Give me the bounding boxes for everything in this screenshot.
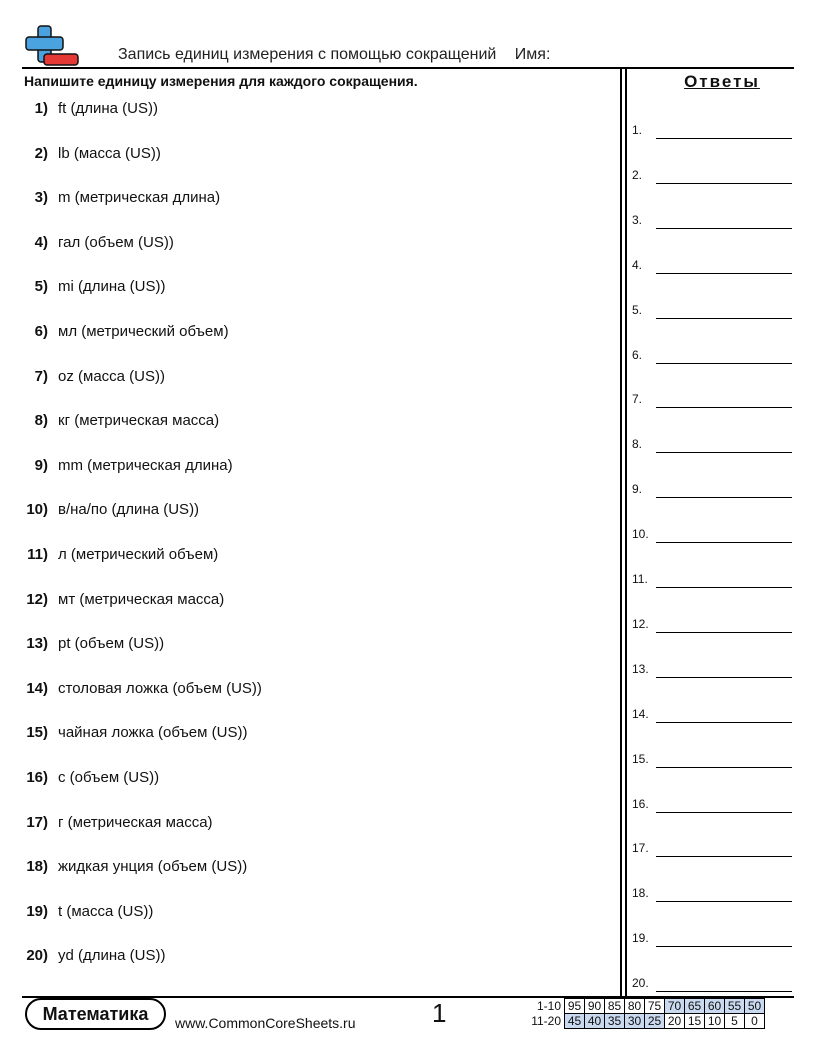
column-divider-left [620, 67, 622, 997]
answer-underline[interactable] [656, 587, 792, 588]
score-cell: 90 [585, 999, 605, 1014]
answer-underline[interactable] [656, 856, 792, 857]
score-row [527, 1014, 765, 1029]
score-row-label: 1-10 [536, 999, 561, 1013]
answer-underline[interactable] [656, 722, 792, 723]
answer-underline[interactable] [656, 273, 792, 274]
score-cell: 55 [725, 999, 745, 1014]
answer-underline[interactable] [656, 318, 792, 319]
problem-item [0, 278, 166, 300]
answer-number: 15. [632, 751, 649, 766]
problem-number: 3) [34, 189, 48, 207]
problem-item [0, 769, 159, 791]
problem-item [0, 189, 220, 211]
answer-blank[interactable] [632, 478, 792, 498]
problem-text: в/на/по (длина (US)) [58, 501, 200, 519]
answer-number: 17. [632, 841, 649, 856]
problem-item [0, 591, 224, 613]
answer-blank[interactable] [632, 882, 792, 902]
answer-blank[interactable] [632, 164, 792, 184]
answer-underline[interactable] [656, 407, 792, 408]
problem-number: 9) [34, 456, 48, 474]
answer-blank[interactable] [632, 793, 792, 813]
problem-text: л (метрический объем) [58, 546, 219, 563]
problem-item [0, 145, 161, 167]
problem-number: 19) [26, 902, 48, 920]
problem-number: 5) [34, 278, 48, 296]
instructions: Напишите единицу измерения для каждого сокращения. [24, 73, 418, 89]
score-cell: 70 [665, 999, 685, 1014]
problem-number: 7) [34, 367, 48, 385]
answer-underline[interactable] [656, 901, 792, 902]
problem-number: 4) [34, 233, 48, 251]
problem-text: t (масса (US)) [58, 902, 154, 920]
answer-blank[interactable] [632, 344, 792, 364]
score-cell: 65 [685, 999, 705, 1014]
score-cell: 50 [745, 999, 765, 1014]
answer-underline[interactable] [656, 632, 792, 633]
answer-number: 13. [632, 661, 649, 676]
answer-number: 1. [632, 123, 643, 137]
score-cell: 15 [685, 1014, 705, 1029]
problem-item [0, 100, 158, 122]
problem-text: г (метрическая масса) [58, 813, 213, 831]
answer-blank[interactable] [632, 523, 792, 543]
problem-number: 10) [26, 501, 48, 519]
score-cell: 10 [705, 1014, 725, 1029]
answer-underline[interactable] [656, 363, 792, 364]
answer-underline[interactable] [656, 497, 792, 498]
problem-text: mi (длина (US)) [58, 278, 166, 296]
answer-number: 10. [632, 527, 649, 542]
problem-number: 14) [26, 679, 48, 697]
answer-number: 6. [632, 347, 643, 362]
answer-number: 20. [632, 976, 649, 991]
answers-title: Ответы [684, 72, 760, 91]
answer-underline[interactable] [656, 452, 792, 453]
answer-underline[interactable] [656, 138, 792, 139]
problem-item [0, 680, 262, 702]
header-divider [22, 67, 794, 69]
answer-number: 7. [632, 392, 643, 407]
problem-item [0, 814, 213, 836]
answer-blank[interactable] [632, 837, 792, 857]
answer-number: 9. [632, 482, 643, 497]
score-row [527, 999, 765, 1014]
problem-number: 2) [34, 144, 48, 162]
answer-number: 12. [632, 616, 649, 631]
problem-number: 1) [34, 100, 48, 117]
page-number: 1 [432, 998, 447, 1028]
answer-blank[interactable] [632, 119, 792, 139]
answer-number: 3. [632, 212, 643, 227]
column-divider-right [625, 67, 627, 997]
score-cell: 80 [625, 999, 645, 1014]
answer-number: 2. [632, 167, 643, 182]
problem-text: жидкая унция (объем (US)) [58, 858, 248, 876]
problem-item [0, 234, 174, 256]
answer-blank[interactable] [632, 658, 792, 678]
answer-underline[interactable] [656, 228, 792, 229]
problem-item [0, 724, 247, 746]
site-url: www.CommonCoreSheets.ru [175, 1015, 356, 1031]
answer-number: 16. [632, 796, 649, 811]
score-cell: 20 [665, 1014, 685, 1029]
problem-number: 18) [26, 858, 48, 876]
answer-blank[interactable] [632, 254, 792, 274]
score-cell: 5 [725, 1014, 745, 1029]
problem-text: oz (масса (US)) [58, 367, 165, 385]
score-cell: 75 [645, 999, 665, 1014]
answer-underline[interactable] [656, 991, 792, 992]
problem-text: pt (объем (US)) [58, 635, 165, 653]
problem-number: 15) [26, 724, 48, 742]
worksheet-title: Запись единиц измерения с помощью сокращений [118, 46, 497, 63]
problem-item [0, 635, 164, 657]
problem-number: 6) [34, 323, 48, 340]
problem-text: мт (метрическая масса) [58, 590, 225, 608]
answer-number: 18. [632, 886, 649, 901]
score-cell: 40 [585, 1014, 605, 1029]
score-cell: 45 [565, 1014, 585, 1029]
problem-item [0, 546, 218, 568]
score-row-label: 11-20 [531, 1014, 561, 1028]
problem-item [0, 323, 229, 345]
problem-number: 20) [26, 947, 48, 965]
problem-text: lb (масса (US)) [58, 144, 161, 162]
problem-text: m (метрическая длина) [58, 189, 221, 207]
plus-minus-logo-icon [22, 24, 80, 68]
answer-underline[interactable] [656, 767, 792, 768]
answer-number: 19. [632, 931, 649, 946]
problem-number: 17) [26, 813, 48, 831]
answer-blank[interactable] [632, 209, 792, 229]
problem-item [0, 501, 199, 523]
score-table [527, 998, 765, 1029]
problem-number: 11) [27, 546, 48, 563]
answer-number: 8. [632, 437, 643, 452]
problem-item [0, 903, 153, 925]
score-cell: 25 [645, 1014, 665, 1029]
problem-text: столовая ложка (объем (US)) [58, 679, 262, 697]
answer-number: 11. [632, 572, 648, 586]
problem-number: 8) [34, 412, 48, 430]
problem-item [0, 947, 166, 969]
answer-blank[interactable] [632, 972, 792, 992]
problem-item [0, 412, 219, 434]
answer-blank[interactable] [632, 703, 792, 723]
problem-item [0, 368, 165, 390]
answer-blank[interactable] [632, 299, 792, 319]
problem-text: ft (длина (US)) [58, 100, 158, 117]
answer-underline[interactable] [656, 812, 792, 813]
problem-text: мл (метрический объем) [58, 323, 229, 340]
answer-blank[interactable] [632, 748, 792, 768]
problem-number: 13) [26, 635, 48, 653]
problem-text: c (объем (US)) [58, 769, 160, 786]
problem-text: mm (метрическая длина) [58, 456, 233, 474]
answer-underline[interactable] [656, 542, 792, 543]
problem-text: гал (объем (US)) [58, 233, 174, 251]
problem-text: yd (длина (US)) [58, 947, 166, 965]
page-title [118, 46, 550, 64]
score-cell: 30 [625, 1014, 645, 1029]
answer-blank[interactable] [632, 433, 792, 453]
problem-number: 16) [26, 769, 48, 786]
score-cell: 95 [565, 999, 585, 1014]
name-label: Имя: [514, 46, 551, 63]
answer-underline[interactable] [656, 183, 792, 184]
score-cell: 85 [605, 999, 625, 1014]
answer-blank[interactable] [632, 388, 792, 408]
score-cell: 60 [705, 999, 725, 1014]
answer-underline[interactable] [656, 677, 792, 678]
answer-number: 4. [632, 257, 643, 272]
answer-blank[interactable] [632, 568, 792, 588]
answer-number: 5. [632, 302, 643, 317]
problem-item [0, 457, 233, 479]
answer-blank[interactable] [632, 927, 792, 947]
answer-number: 14. [632, 706, 649, 721]
problem-text: чайная ложка (объем (US)) [58, 724, 248, 742]
answer-underline[interactable] [656, 946, 792, 947]
brand-badge: Математика [25, 998, 166, 1030]
problem-number: 12) [26, 590, 48, 608]
problem-item [0, 858, 247, 880]
score-cell: 0 [745, 1014, 765, 1029]
answer-blank[interactable] [632, 613, 792, 633]
problem-text: кг (метрическая масса) [58, 412, 220, 430]
score-cell: 35 [605, 1014, 625, 1029]
